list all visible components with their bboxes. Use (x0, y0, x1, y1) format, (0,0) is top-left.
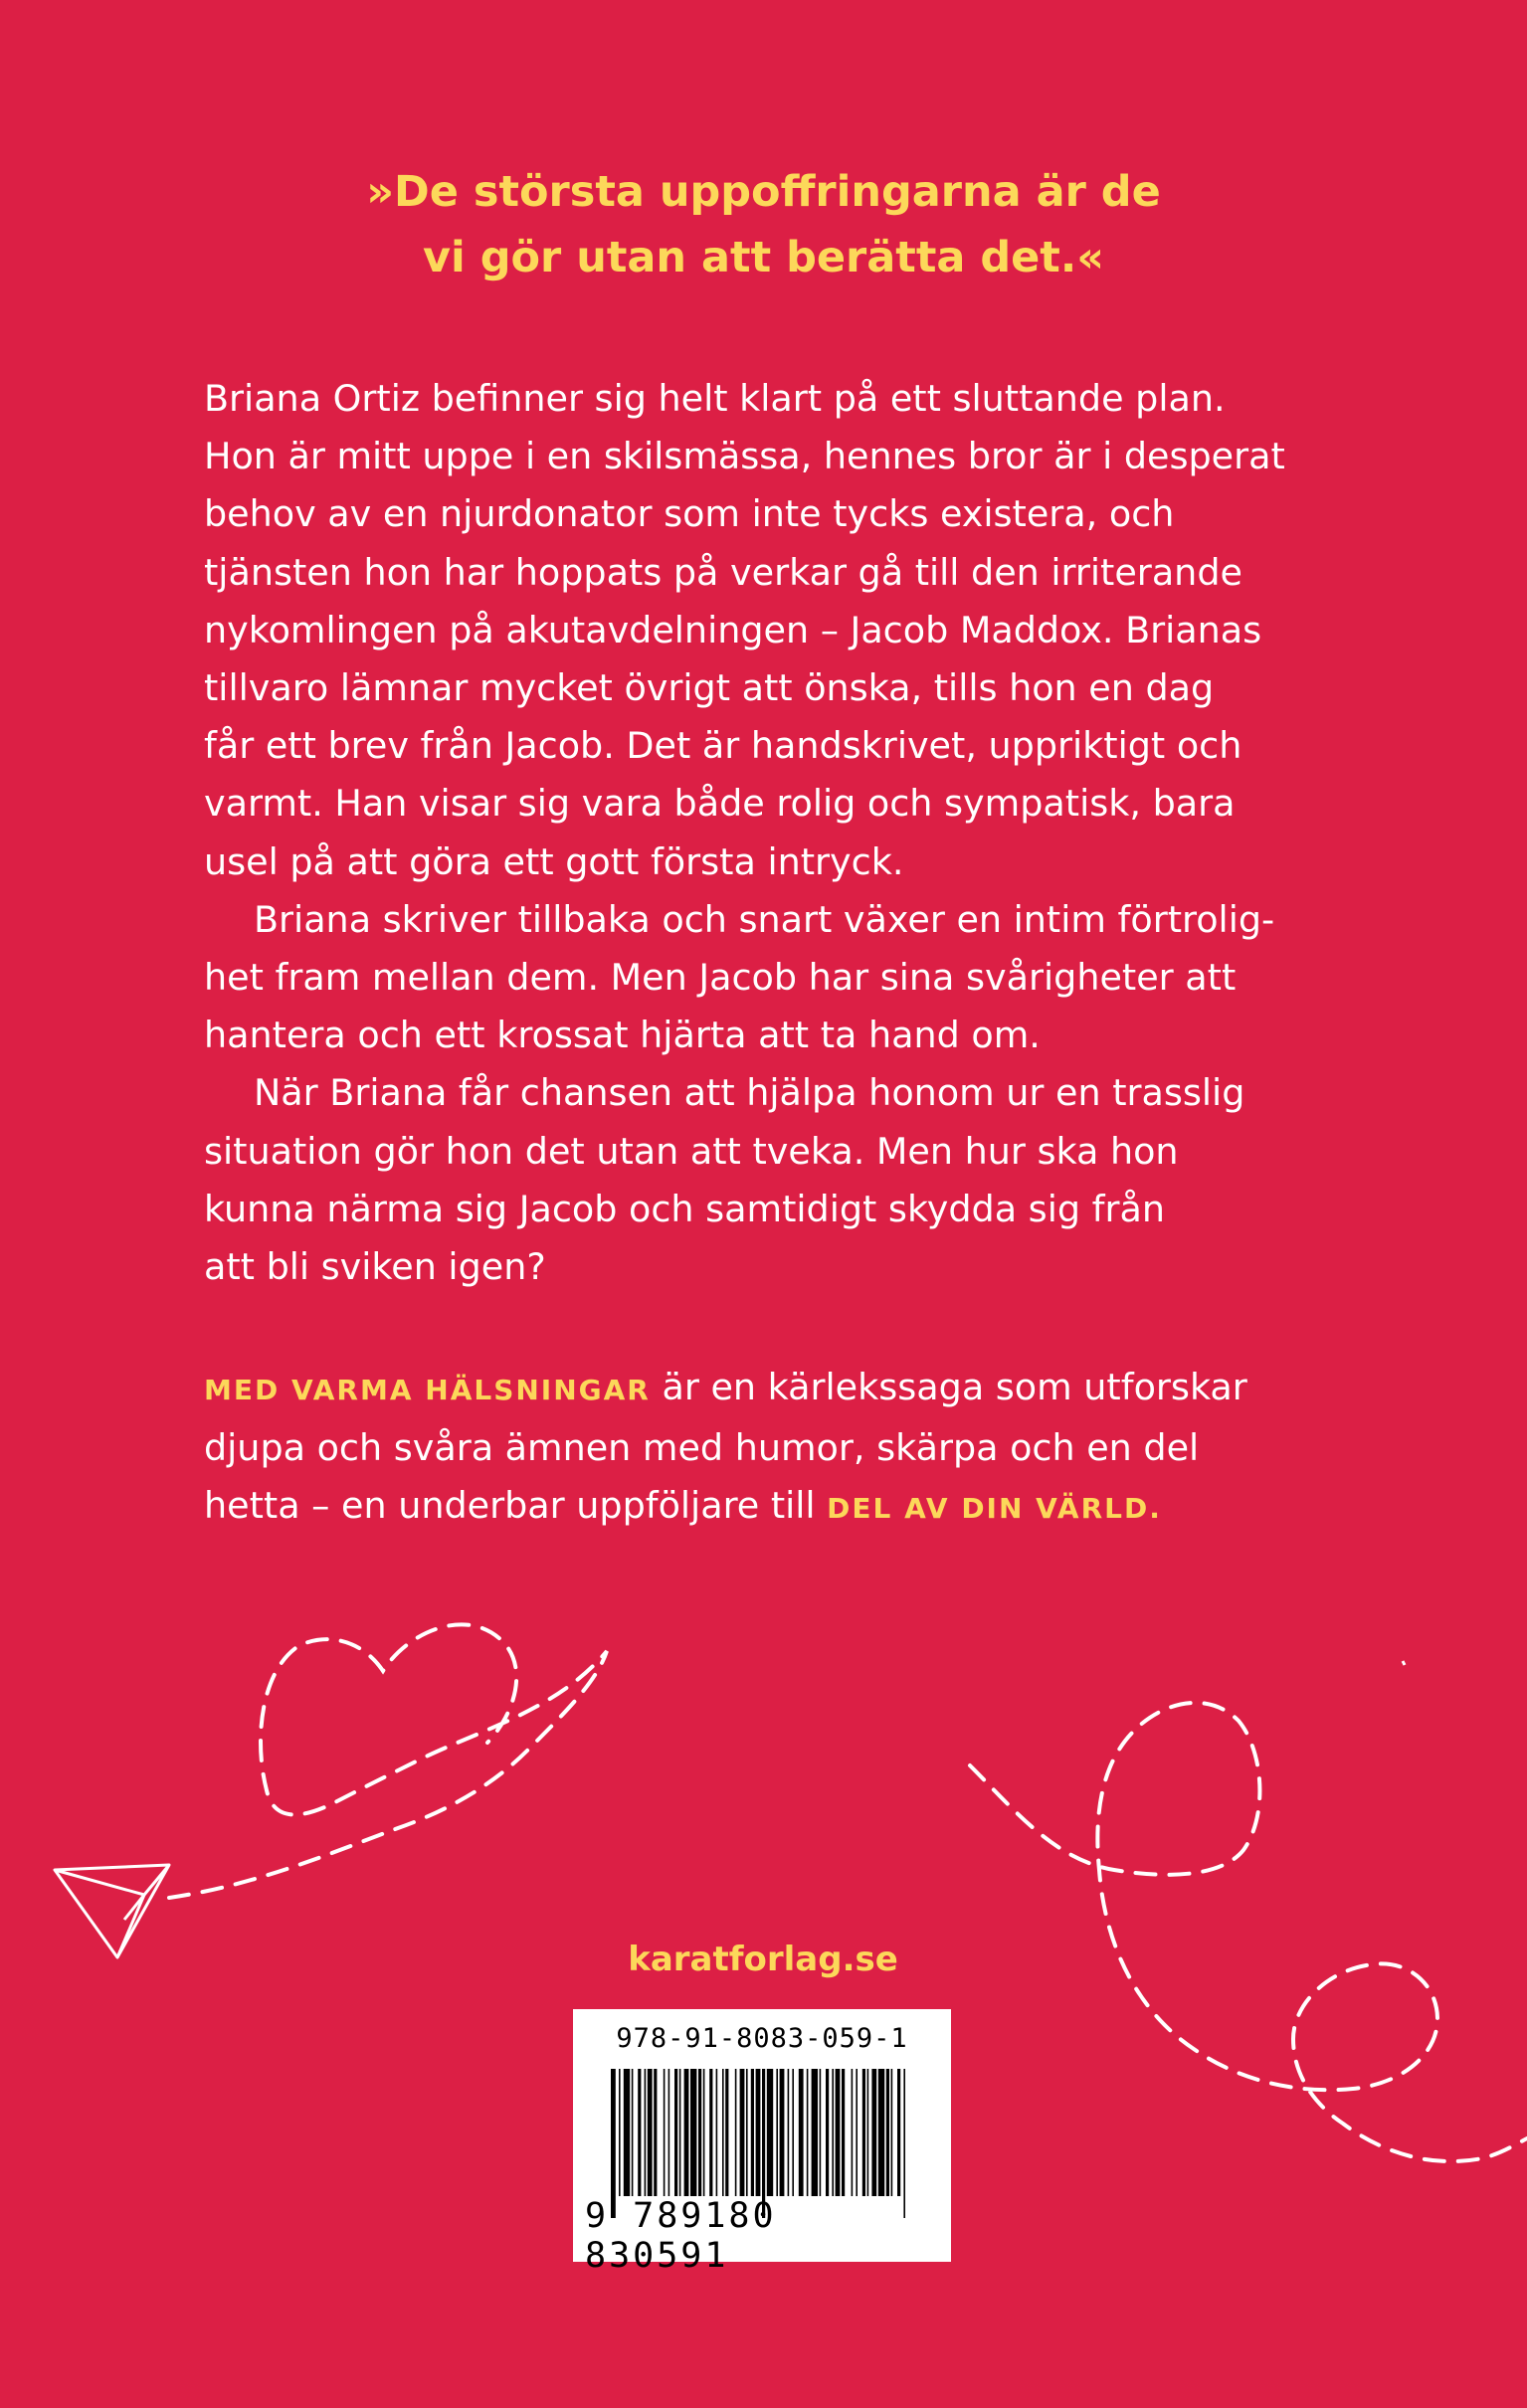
barcode-bar (767, 2069, 773, 2196)
barcode-bar (751, 2069, 754, 2196)
text-line: att bli sviken igen? (204, 1245, 546, 1289)
barcode-bar (867, 2069, 869, 2196)
dashed-heart-doodle (169, 1624, 607, 1898)
barcode-bar (856, 2069, 858, 2196)
quote-line-1: »De största uppoffringarna är de (366, 167, 1161, 217)
barcode-bar (852, 2069, 854, 2196)
text-fragment: är en kärlekssaga som utforskar (650, 1366, 1247, 1408)
text-line: usel på att göra ett gott första intryck. (204, 839, 904, 883)
isbn-barcode-box (573, 2009, 951, 2276)
isbn-number: 978-91-8083-059-1 (616, 2023, 908, 2054)
barcode-bar (619, 2069, 621, 2196)
barcode-bar (725, 2069, 728, 2196)
text-line: behov av en njurdonator som inte tycks existera, och (204, 492, 1175, 536)
text-line: situation gör hon det utan att tveka. Men hur ska hon (204, 1129, 1179, 1173)
book-title: MED VARMA HÄLSNINGAR (204, 1374, 651, 1406)
barcode-bar (624, 2069, 630, 2196)
barcode-bar (709, 2069, 712, 2196)
text-line: hantera och ett krossat hjärta att ta hand om. (204, 1014, 1041, 1057)
barcode-bar (722, 2069, 724, 2196)
text-line: tjänsten hon har hoppats på verkar gå till den irriterande (204, 550, 1242, 594)
barcode-bar (746, 2069, 748, 2196)
barcode-bar (871, 2069, 876, 2196)
text-fragment: hetta – en underbar uppföljare till (204, 1484, 828, 1528)
text-line: djupa och svåra ämnen med humor, skärpa och en del (204, 1426, 1200, 1470)
barcode-bar (740, 2069, 745, 2196)
barcode-bar (674, 2069, 677, 2196)
barcode-bar (735, 2069, 737, 2196)
previous-book-title: DEL AV DIN VÄRLD. (827, 1492, 1162, 1526)
ean-digits: 9 789180 830591 (585, 2196, 777, 2276)
barcode-bar (684, 2069, 689, 2196)
barcode-bar (756, 2069, 761, 2196)
text-line: Briana Ortiz befinner sig helt klart på ett sluttande plan. (204, 377, 1226, 420)
barcode-bar (832, 2069, 834, 2196)
text-line: Hon är mitt uppe i en skilsmässa, hennes bror är i desperat (204, 435, 1285, 478)
barcode-bar (836, 2069, 841, 2196)
barcode-bar (842, 2069, 845, 2196)
barcode-bar (654, 2069, 657, 2196)
text-line: Briana skriver tillbaka och snart växer en intim förtrolig- (254, 897, 1275, 941)
barcode-bar (698, 2069, 701, 2196)
quote-line-2: vi gör utan att berätta det.« (423, 233, 1104, 282)
barcode-bar (788, 2069, 790, 2196)
barcode-bar (897, 2069, 900, 2196)
text-line: får ett brev från Jacob. Det är handskrivet, uppriktigt och (204, 724, 1242, 768)
barcode-bar (703, 2069, 705, 2196)
barcode-bar (826, 2069, 829, 2196)
paper-plane-icon (55, 1865, 169, 1957)
text-line: tillvaro lämnar mycket övrigt att önska, tills hon en dag (204, 666, 1215, 710)
barcode-bar (664, 2069, 666, 2196)
barcode-bar (690, 2069, 696, 2196)
doodle-tick (1403, 1661, 1405, 1665)
barcode-bar (679, 2069, 681, 2196)
publisher-website: karatforlag.se (628, 1940, 898, 1979)
text-line: varmt. Han visar sig vara både rolig och sympatisk, bara (204, 782, 1236, 826)
text-line: het fram mellan dem. Men Jacob har sina svårigheter att (204, 956, 1237, 1000)
barcode-bar (820, 2069, 822, 2196)
barcode-bar (792, 2069, 794, 2196)
barcode-bar (716, 2069, 718, 2196)
barcode-bar (891, 2069, 893, 2196)
text-line: nykomlingen på akutavdelningen – Jacob Maddox. Brianas (204, 608, 1262, 651)
barcode-bar (638, 2069, 641, 2196)
barcode-bar (878, 2069, 884, 2196)
barcode-bar (632, 2069, 634, 2196)
barcode-bar (807, 2069, 809, 2196)
text-line: kunna närma sig Jacob och samtidigt skydda sig från (204, 1187, 1165, 1230)
barcode-bar (776, 2069, 778, 2196)
barcode-bar (648, 2069, 653, 2196)
barcode-bar (812, 2069, 818, 2196)
dashed-loop-doodle (970, 1703, 1527, 2161)
barcode-bar (886, 2069, 889, 2196)
text-line: När Briana får chansen att hjälpa honom ur en trasslig (254, 1071, 1245, 1115)
barcode-bar (780, 2069, 785, 2196)
barcode-bar (799, 2069, 804, 2196)
barcode-bar (862, 2069, 865, 2196)
barcode-bar (668, 2069, 670, 2196)
barcode-bar (645, 2069, 647, 2196)
